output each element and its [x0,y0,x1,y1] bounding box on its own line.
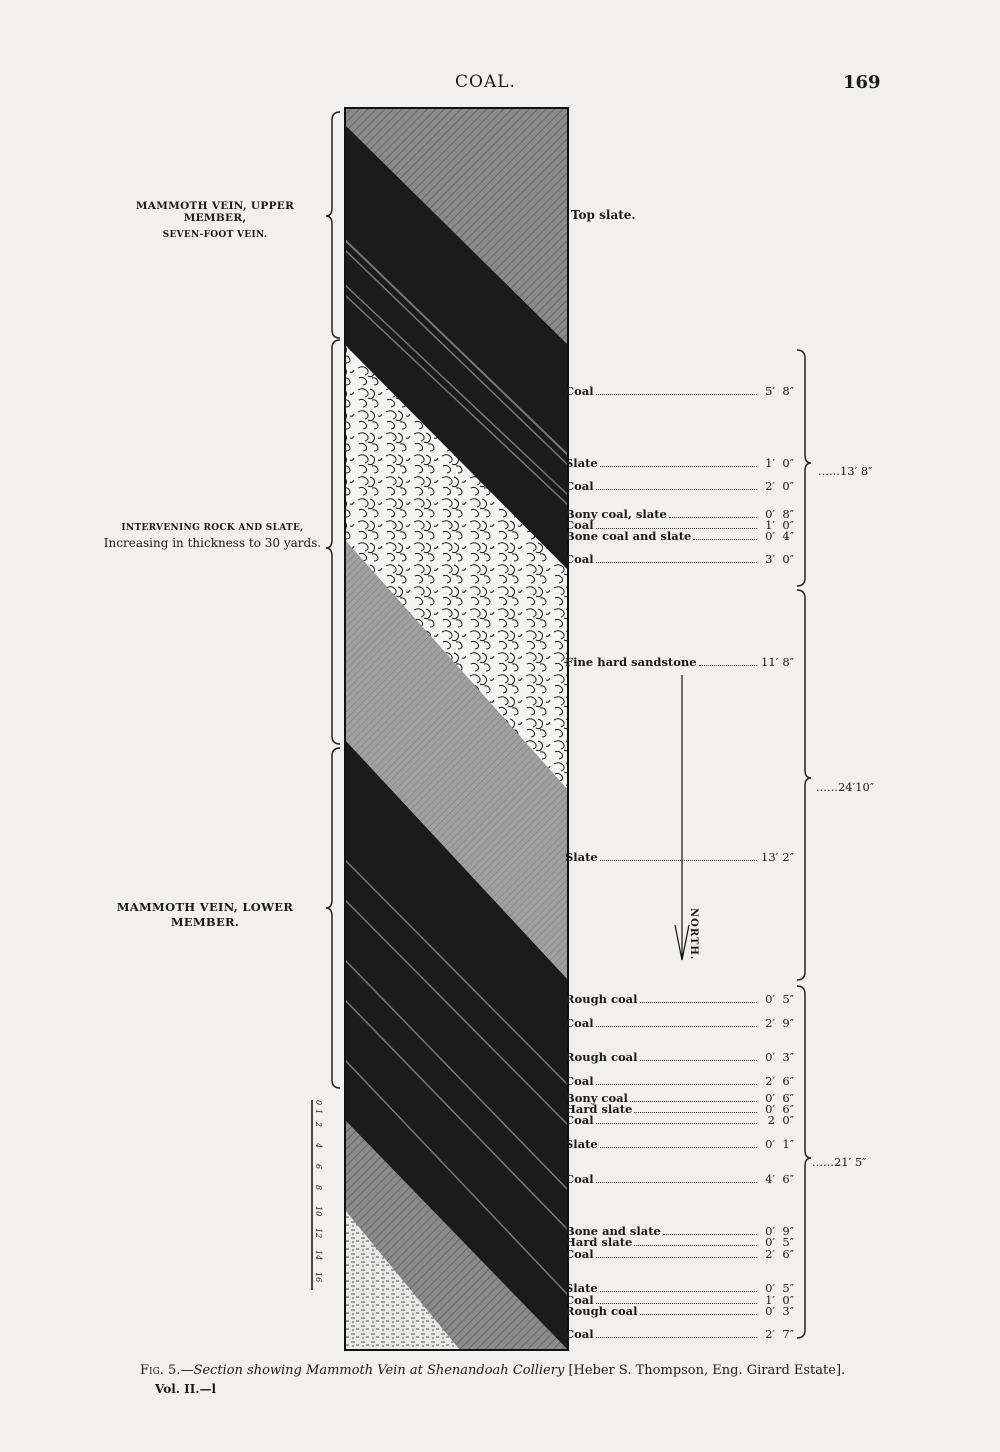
layer-feet: 1′ [765,456,775,470]
layer-name: Hard slate [565,1102,633,1116]
layer-name: Coal [565,1113,594,1127]
leader-dots [596,1018,757,1027]
layer-feet: 11′ [761,655,779,669]
caption-italic: —Section showing Mammoth Vein at Shenandoah Colliery [180,1363,565,1378]
total-lower-value: 21′ 5″ [833,1155,867,1169]
layer-feet: 0′ [765,1224,775,1238]
layer-name: Coal [565,384,594,398]
layer-row [565,1304,797,1318]
layer-feet: 2 [767,1113,775,1127]
layer-feet: 0′ [765,1102,775,1116]
layer-feet: 2′ [765,1247,775,1261]
layer-name: Fine hard sandstone [565,655,697,669]
layer-feet: 4′ [765,1172,775,1186]
layer-row [565,1074,797,1088]
layer-feet: 13′ [761,850,779,864]
scale-number: 14 [314,1250,323,1261]
layer-inches: 8″ [782,384,794,398]
scale-number: 8 [314,1185,323,1191]
layer-name: Rough coal [565,1304,638,1318]
layer-row [565,1327,797,1341]
layer-name: Coal [565,1016,594,1030]
layer-feet: 0′ [765,1304,775,1318]
leader-dots [596,1295,757,1304]
layer-feet: 1′ [765,1293,775,1307]
layer-name: Coal [565,1293,594,1307]
layer-inches: 3″ [782,1304,794,1318]
layer-row [565,1172,797,1186]
layer-inches: 5″ [782,1281,794,1295]
label-lower-line1: MAMMOTH VEIN, LOWER [116,900,294,914]
layer-row [565,1137,797,1151]
leader-dots [640,994,757,1003]
layer-inches: 6″ [782,1172,794,1186]
figure-caption [140,1363,845,1378]
layer-feet: 2′ [765,479,775,493]
layer-row [565,1247,797,1261]
layer-inches: 0″ [782,479,794,493]
layer-feet: 0′ [765,507,775,521]
label-lower-member [110,900,300,930]
label-lower-line2: MEMBER. [170,915,240,929]
layer-row [565,1016,797,1030]
layer-name: Coal [565,1247,594,1261]
layer-row [565,384,797,398]
page-number: 169 [843,72,881,93]
layer-row [565,552,797,566]
layer-feet: 0′ [765,1050,775,1064]
layer-name: Bone coal and slate [565,529,692,543]
layer-feet: 2′ [765,1327,775,1341]
layer-inches: 3″ [782,1050,794,1064]
leader-dots [596,520,757,529]
right-braces [795,340,825,1350]
leader-dots [600,1139,757,1148]
layer-feet: 0′ [765,1137,775,1151]
layer-name: Rough coal [565,1050,638,1064]
layer-inches: 5″ [782,1235,794,1249]
leader-dots [663,1226,757,1235]
leader-dots [596,554,757,563]
layer-row [565,655,797,669]
scale-number: 6 [314,1164,323,1170]
leader-dots [630,1093,757,1102]
layer-inches: 0″ [782,552,794,566]
layer-name: Slate [565,1281,598,1295]
layer-feet: 0′ [765,992,775,1006]
layer-name: Rough coal [565,992,638,1006]
layer-inches: 2″ [782,850,794,864]
leader-dots [640,1306,757,1315]
layer-row [565,992,797,1006]
layer-inches: 6″ [782,1074,794,1088]
leader-dots [596,1115,757,1124]
layer-feet: 0′ [765,1281,775,1295]
label-upper-line2: MEMBER, [183,212,247,224]
layer-name: Bony coal, slate [565,507,667,521]
scale-number: 16 [314,1272,323,1283]
layer-row [565,479,797,493]
label-upper-member [125,200,305,241]
layer-inches: 0″ [782,1293,794,1307]
layer-inches: 8″ [782,655,794,669]
scale-number: 4 [314,1143,323,1149]
leader-dots [596,1329,757,1338]
layer-name: Coal [565,552,594,566]
layer-inches: 4″ [782,529,794,543]
layer-name: Hard slate [565,1235,633,1249]
scale-number: 1 [314,1109,323,1115]
layer-inches: 8″ [782,507,794,521]
scale-number: 2 [314,1122,323,1128]
layer-inches: 9″ [782,1224,794,1238]
total-middle-value: 24′10″ [837,780,875,794]
layer-row [565,1050,797,1064]
layer-feet: 3′ [765,552,775,566]
running-header-title: COAL. [455,72,516,92]
label-upper-line3: SEVEN-FOOT VEIN. [162,230,268,240]
total-middle: ......24′10″ [816,780,875,794]
leader-dots [596,1076,757,1085]
layer-name: Coal [565,1327,594,1341]
label-mid-line1: INTERVENING ROCK AND SLATE, [121,523,304,533]
layer-name: Coal [565,518,594,532]
layer-name: Coal [565,479,594,493]
layer-feet: 2′ [765,1016,775,1030]
north-label: NORTH. [688,908,699,961]
leader-dots [640,1052,757,1061]
layer-inches: 6″ [782,1102,794,1116]
leader-dots [693,531,757,540]
leader-dots [596,1174,757,1183]
layer-inches: 5″ [782,992,794,1006]
leader-dots [596,386,757,395]
layer-name: Slate [565,850,598,864]
layer-name: Coal [565,1074,594,1088]
layer-feet: 2′ [765,1074,775,1088]
leader-dots [600,458,757,467]
volume-signature: Vol. II.—l [155,1382,217,1396]
layer-name: Bone and slate [565,1224,661,1238]
layer-feet: 1′ [765,518,775,532]
layer-feet: 0′ [765,1091,775,1105]
caption-rest: [Heber S. Thompson, Eng. Girard Estate]. [564,1363,846,1378]
total-upper: ......13′ 8″ [818,464,873,478]
label-top-slate: Top slate. [571,208,636,222]
leader-dots [600,1283,757,1292]
layer-inches: 7″ [782,1327,794,1341]
layer-inches: 0″ [782,518,794,532]
layer-inches: 1″ [782,1137,794,1151]
total-lower: ......21′ 5″ [812,1155,867,1169]
leader-dots [699,657,757,666]
layer-name: Slate [565,456,598,470]
leader-dots [596,481,757,490]
layer-inches: 6″ [782,1091,794,1105]
layer-name: Coal [565,1172,594,1186]
layer-inches: 9″ [782,1016,794,1030]
layer-feet: 0′ [765,529,775,543]
scale-number: 0 [314,1100,323,1106]
layer-inches: 6″ [782,1247,794,1261]
layer-name: Slate [565,1137,598,1151]
layer-inches: 0″ [782,456,794,470]
layer-row [565,1113,797,1127]
scale-number: 12 [314,1228,323,1239]
layer-row [565,529,797,543]
layer-row [565,456,797,470]
layer-inches: 0″ [782,1113,794,1127]
leader-dots [596,1249,757,1258]
layer-feet: 0′ [765,1235,775,1249]
caption-fig: Fig. 5. [140,1363,181,1378]
leader-dots [634,1237,757,1246]
label-upper-line1: MAMMOTH VEIN, UPPER [135,200,295,212]
layer-feet: 5′ [765,384,775,398]
label-intervening [100,523,325,550]
scale-number: 10 [314,1206,323,1217]
strata-section-figure [300,100,600,1360]
leader-dots [634,1104,757,1113]
leader-dots [669,509,757,518]
total-upper-value: 13′ 8″ [839,464,873,478]
label-mid-line2: Increasing in thickness to 30 yards. [103,536,322,550]
layer-name: Bony coal [565,1091,628,1105]
